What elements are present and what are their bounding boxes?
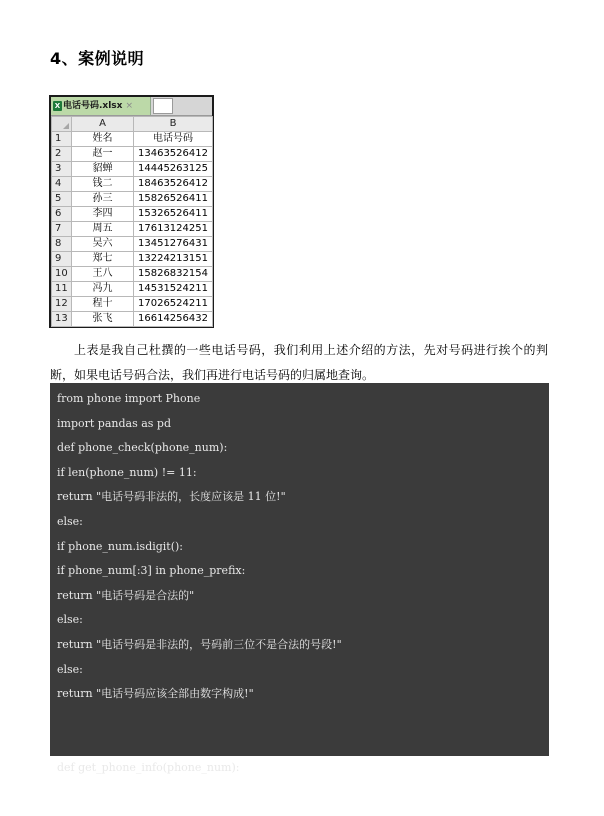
phone-cell[interactable]: 13224213151	[134, 252, 213, 267]
table-row	[52, 162, 213, 177]
phone-cell[interactable]: 14445263125	[134, 162, 213, 177]
code-line: if phone_num.isdigit():	[57, 539, 184, 553]
phone-cell[interactable]: 17613124251	[134, 222, 213, 237]
file-tab[interactable]	[51, 97, 151, 115]
table-row	[52, 267, 213, 282]
table-row	[52, 282, 213, 297]
close-icon[interactable]: ×	[125, 101, 134, 111]
code-line: import pandas as pd	[57, 416, 171, 430]
excel-file-icon: X	[54, 101, 61, 110]
select-all-corner[interactable]	[52, 117, 72, 132]
phone-cell[interactable]: 13451276431	[134, 237, 213, 252]
sheet-tab-bar	[51, 97, 212, 116]
code-block	[50, 383, 549, 774]
code-line: return "电话号码是非法的，号码前三位不是合法的号段!"	[57, 637, 342, 651]
table-row	[52, 192, 213, 207]
row-number[interactable]: 8	[52, 237, 72, 252]
code-line: else:	[57, 662, 83, 676]
row-number[interactable]: 6	[52, 207, 72, 222]
phone-cell[interactable]: 14531524211	[134, 282, 213, 297]
code-line: else:	[57, 613, 83, 627]
name-cell[interactable]: 张飞	[72, 312, 134, 327]
phone-cell[interactable]: 电话号码	[134, 132, 213, 147]
name-cell[interactable]: 孙三	[72, 192, 134, 207]
row-number[interactable]: 2	[52, 147, 72, 162]
row-number[interactable]: 12	[52, 297, 72, 312]
code-line: if len(phone_num) != 11:	[57, 465, 197, 479]
row-number[interactable]: 1	[52, 132, 72, 147]
table-row	[52, 177, 213, 192]
row-number[interactable]: 13	[52, 312, 72, 327]
phone-cell[interactable]: 17026524211	[134, 297, 213, 312]
table-row	[52, 297, 213, 312]
name-cell[interactable]: 吴六	[72, 237, 134, 252]
name-cell[interactable]: 李四	[72, 207, 134, 222]
row-number[interactable]: 4	[52, 177, 72, 192]
code-line: def phone_check(phone_num):	[57, 441, 228, 455]
table-row	[52, 207, 213, 222]
table-row	[52, 147, 213, 162]
phone-cell[interactable]: 15826526411	[134, 192, 213, 207]
code-line: def get_phone_info(phone_num):	[57, 760, 240, 774]
code-line: return "电话号码是合法的"	[57, 588, 195, 602]
name-cell[interactable]: 貂蝉	[72, 162, 134, 177]
table-row	[52, 252, 213, 267]
code-line	[50, 731, 549, 756]
row-number[interactable]: 5	[52, 192, 72, 207]
code-line: if phone_num[:3] in phone_prefix:	[57, 564, 246, 578]
table-row	[52, 132, 213, 147]
name-cell[interactable]: 钱二	[72, 177, 134, 192]
name-cell[interactable]: 姓名	[72, 132, 134, 147]
name-cell[interactable]: 周五	[72, 222, 134, 237]
table-row	[52, 237, 213, 252]
file-tab-label: 电话号码.xlsx	[63, 101, 123, 111]
name-cell[interactable]: 王八	[72, 267, 134, 282]
phone-cell[interactable]: 13463526412	[134, 147, 213, 162]
row-number[interactable]: 10	[52, 267, 72, 282]
spreadsheet-screenshot	[49, 95, 214, 328]
phone-cell[interactable]: 15326526411	[134, 207, 213, 222]
name-cell[interactable]: 冯九	[72, 282, 134, 297]
code-line	[50, 707, 549, 732]
row-number[interactable]: 9	[52, 252, 72, 267]
name-cell[interactable]: 郑七	[72, 252, 134, 267]
table-row	[52, 312, 213, 327]
phone-cell[interactable]: 16614256432	[134, 312, 213, 327]
column-header-a[interactable]: A	[72, 117, 134, 132]
body-paragraph: 上表是我自己杜撰的一些电话号码，我们利用上述介绍的方法，先对号码进行挨个的判断，如果电话号码合法，我们再进行电话号码的归属地查询。	[50, 343, 548, 382]
section-heading: 4、案例说明	[50, 49, 145, 68]
code-line: from phone import Phone	[57, 392, 201, 405]
code-line: return "电话号码非法的，长度应该是 11 位!"	[57, 490, 286, 504]
code-line: else:	[57, 514, 83, 528]
table-row	[52, 222, 213, 237]
phone-cell[interactable]: 18463526412	[134, 177, 213, 192]
new-tab-slot[interactable]	[153, 98, 173, 114]
row-number[interactable]: 11	[52, 282, 72, 297]
data-grid	[51, 116, 213, 327]
name-cell[interactable]: 赵一	[72, 147, 134, 162]
code-line: return "电话号码应该全部由数字构成!"	[57, 687, 254, 701]
row-number[interactable]: 3	[52, 162, 72, 177]
column-header-b[interactable]: B	[134, 117, 213, 132]
row-number[interactable]: 7	[52, 222, 72, 237]
name-cell[interactable]: 程十	[72, 297, 134, 312]
phone-cell[interactable]: 15826832154	[134, 267, 213, 282]
